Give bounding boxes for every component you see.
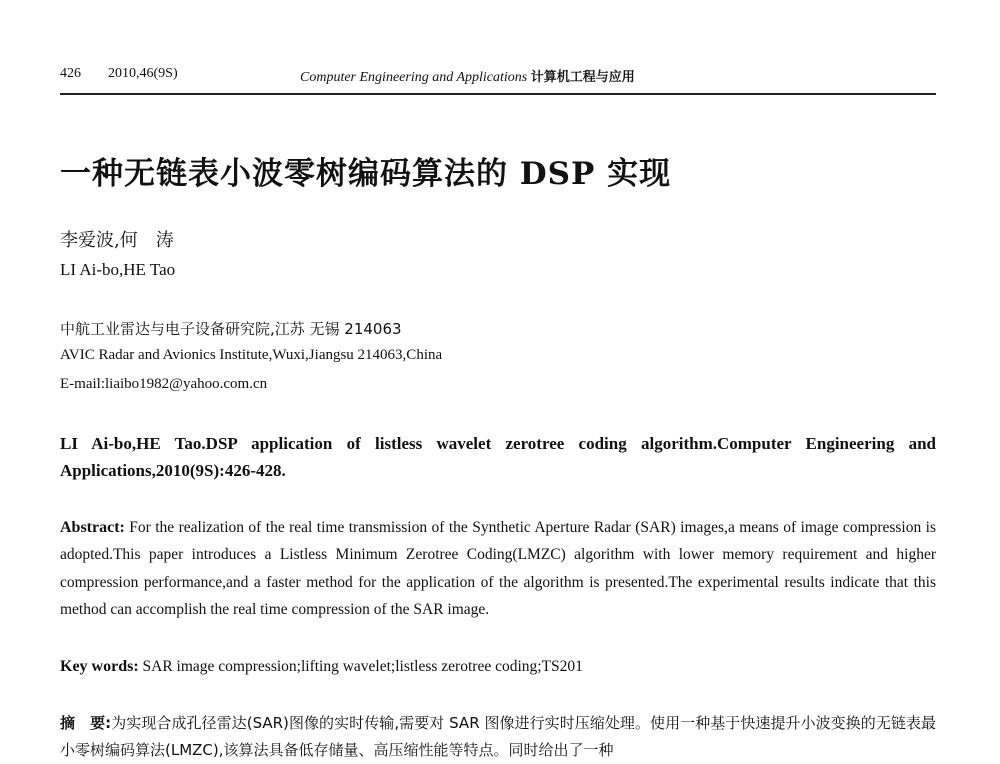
affiliation-en: AVIC Radar and Avionics Institute,Wuxi,Jiangsu 214063,China xyxy=(60,347,443,363)
authors-cn: 李爱波,何 涛 xyxy=(60,230,174,251)
journal-name-en: Computer Engineering and Applications xyxy=(300,70,528,85)
abstract-text: For the realization of the real time transmission of the Synthetic Aperture Radar (SAR) images,a means of image compression is adopted.This paper introduces a Listless Minimum Zerotree Coding(LMZC) algorithm with lower memory requirement and higher compression performance,and a faster method for the application of the algorithm is presented.The experimental results indicate that this method can accomplish the real time compression of the SAR image. xyxy=(60,519,936,619)
keywords-label: Key words: xyxy=(60,658,139,675)
running-header xyxy=(60,66,936,88)
volume-issue: 2010,46(9S) xyxy=(108,66,178,81)
abstract-cn-text: 为实现合成孔径雷达(SAR)图像的实时传输,需要对 SAR 图像进行实时压缩处理。使用一种基于快速提升小波变换的无链表最小零树编码算法(LMZC),该算法具备低存储量、高压缩性能等特点。同时给出了一种 xyxy=(60,714,937,759)
abstract-cn xyxy=(60,710,936,764)
author-email: E-mail:liaibo1982@yahoo.com.cn xyxy=(60,376,268,392)
keywords-text: SAR image compression;lifting wavelet;listless zerotree coding;TS201 xyxy=(142,658,583,675)
citation: LI Ai-bo,HE Tao.DSP application of listless wavelet zerotree coding algorithm.Computer Engineering and Applications,2010(9S):426-428. xyxy=(60,434,936,480)
abstract xyxy=(60,514,936,624)
abstract-label: Abstract: xyxy=(60,519,125,536)
keywords xyxy=(60,658,583,676)
header-rule xyxy=(60,93,936,95)
journal-name xyxy=(300,66,635,86)
journal-name-cn: 计算机工程与应用 xyxy=(530,70,635,85)
affiliation-cn: 中航工业雷达与电子设备研究院,江苏 无锡 214063 xyxy=(60,320,402,338)
paper-title: 一种无链表小波零树编码算法的 DSP 实现 xyxy=(60,156,672,192)
authors-en: LI Ai-bo,HE Tao xyxy=(60,260,176,279)
abstract-cn-label: 摘 要: xyxy=(60,714,112,732)
page-number: 426 xyxy=(60,66,81,81)
